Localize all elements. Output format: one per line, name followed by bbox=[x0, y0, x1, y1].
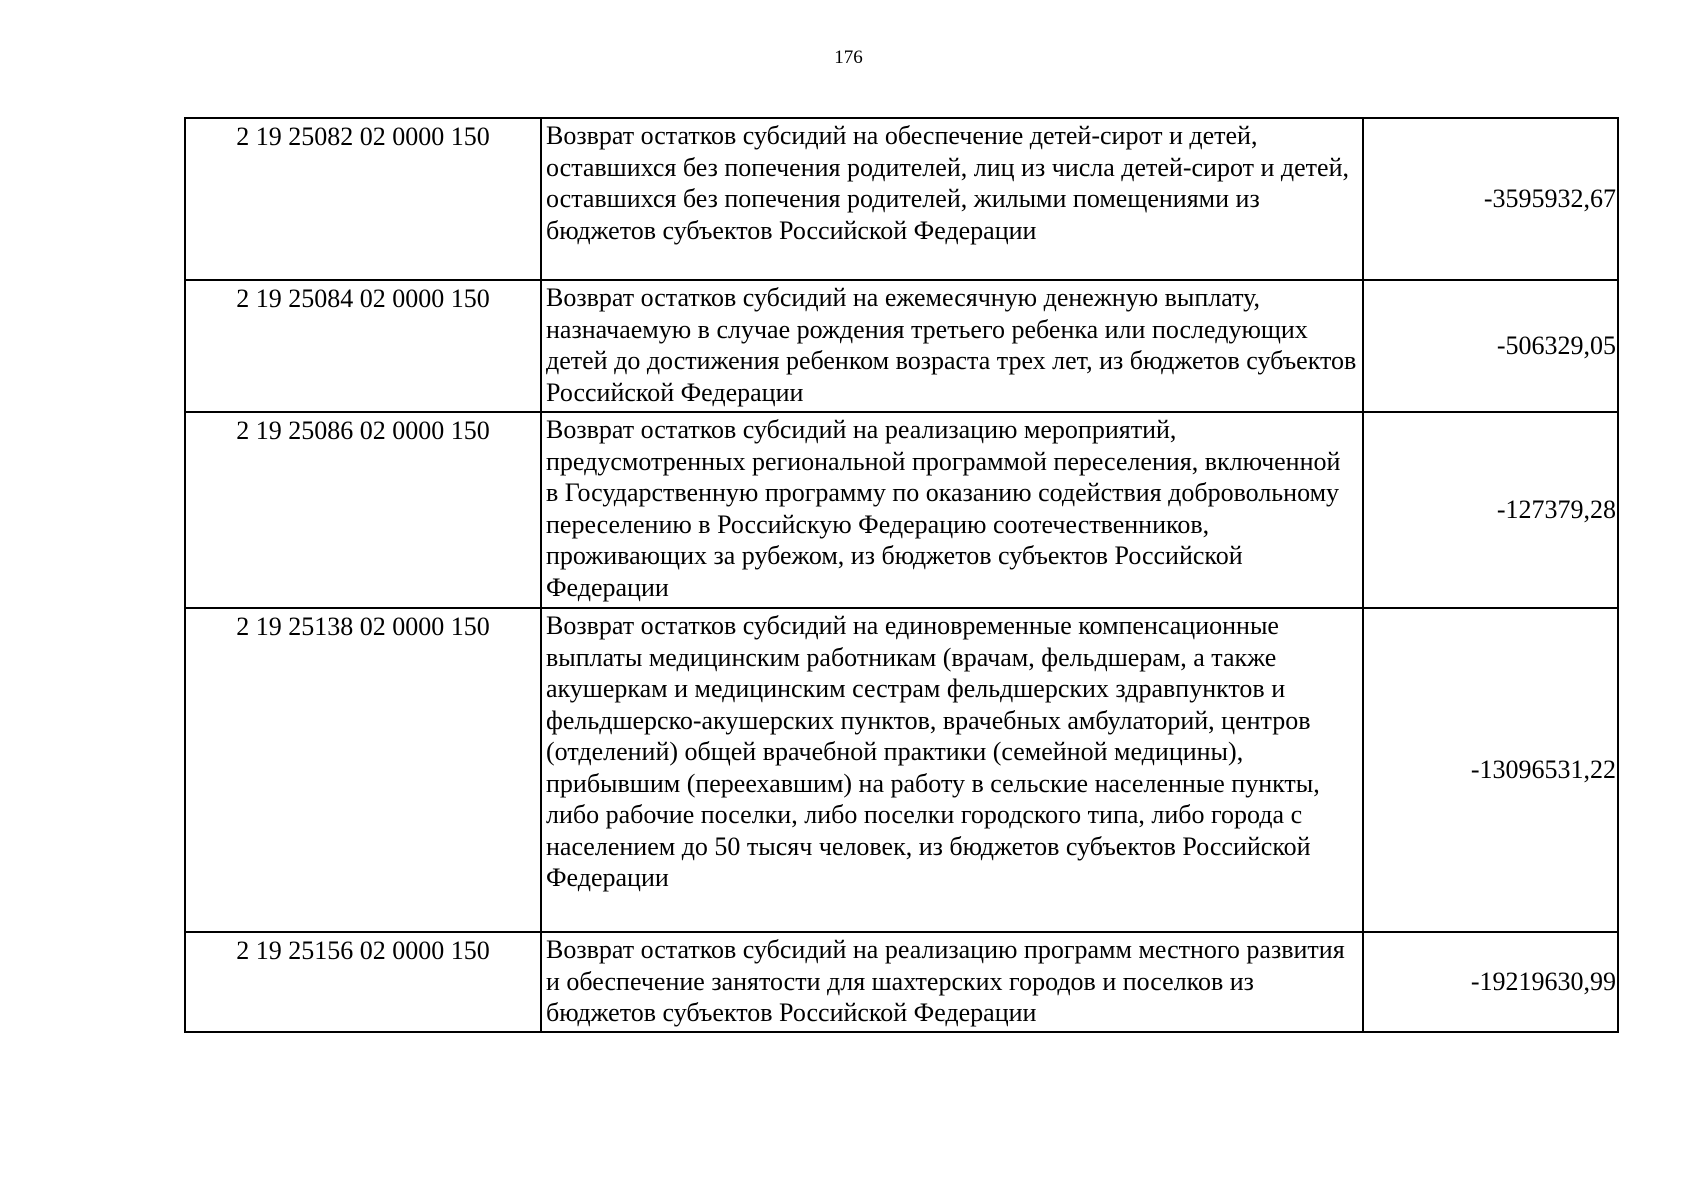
budget-code: 2 19 25082 02 0000 150 bbox=[185, 118, 541, 280]
budget-code: 2 19 25086 02 0000 150 bbox=[185, 412, 541, 608]
row-description: Возврат остатков субсидий на ежемесячную денежную выплату, назначаемую в случае рождения третьего ребенка или последующих детей до достижения ребенком возраста трех лет, из бюджетов субъектов Российской Федерации bbox=[541, 280, 1363, 412]
row-description: Возврат остатков субсидий на реализацию программ местного развития и обеспечение занятости для шахтерских городов и поселков из бюджетов субъектов Российской Федерации bbox=[541, 932, 1363, 1032]
row-description: Возврат остатков субсидий на реализацию мероприятий, предусмотренных региональной программой переселения, включенной в Государственную программу по оказанию содействия добровольному переселению в Российскую Федерацию соотечественников, проживающих за рубежом, из бюджетов субъектов Российской Федерации bbox=[541, 412, 1363, 608]
table-row bbox=[185, 118, 1618, 280]
budget-code: 2 19 25138 02 0000 150 bbox=[185, 608, 541, 932]
budget-code: 2 19 25084 02 0000 150 bbox=[185, 280, 541, 412]
table-row bbox=[185, 412, 1618, 608]
row-amount: -13096531,22 bbox=[1363, 608, 1618, 932]
table-row bbox=[185, 608, 1618, 932]
row-description: Возврат остатков субсидий на обеспечение детей-сирот и детей, оставшихся без попечения родителей, лиц из числа детей-сирот и детей, оставшихся без попечения родителей, жилыми помещениями из бюджетов субъектов Российской Федерации bbox=[541, 118, 1363, 280]
budget-table bbox=[184, 117, 1619, 1033]
row-description: Возврат остатков субсидий на единовременные компенсационные выплаты медицинским работникам (врачам, фельдшерам, а также акушеркам и медицинским сестрам фельдшерских здравпунктов и фельдшерско-акушерских пунктов, врачебных амбулаторий, центров (отделений) общей врачебной практики (семейной медицины), прибывшим (переехавшим) на работу в сельские населенные пункты, либо рабочие поселки, либо поселки городского типа, либо города с населением до 50 тысяч человек, из бюджетов субъектов Российской Федерации bbox=[541, 608, 1363, 932]
table-row bbox=[185, 280, 1618, 412]
row-amount: -19219630,99 bbox=[1363, 932, 1618, 1032]
budget-code: 2 19 25156 02 0000 150 bbox=[185, 932, 541, 1032]
page-number: 176 bbox=[834, 47, 863, 68]
row-amount: -3595932,67 bbox=[1363, 118, 1618, 280]
table-row bbox=[185, 932, 1618, 1032]
row-amount: -506329,05 bbox=[1363, 280, 1618, 412]
row-amount: -127379,28 bbox=[1363, 412, 1618, 608]
